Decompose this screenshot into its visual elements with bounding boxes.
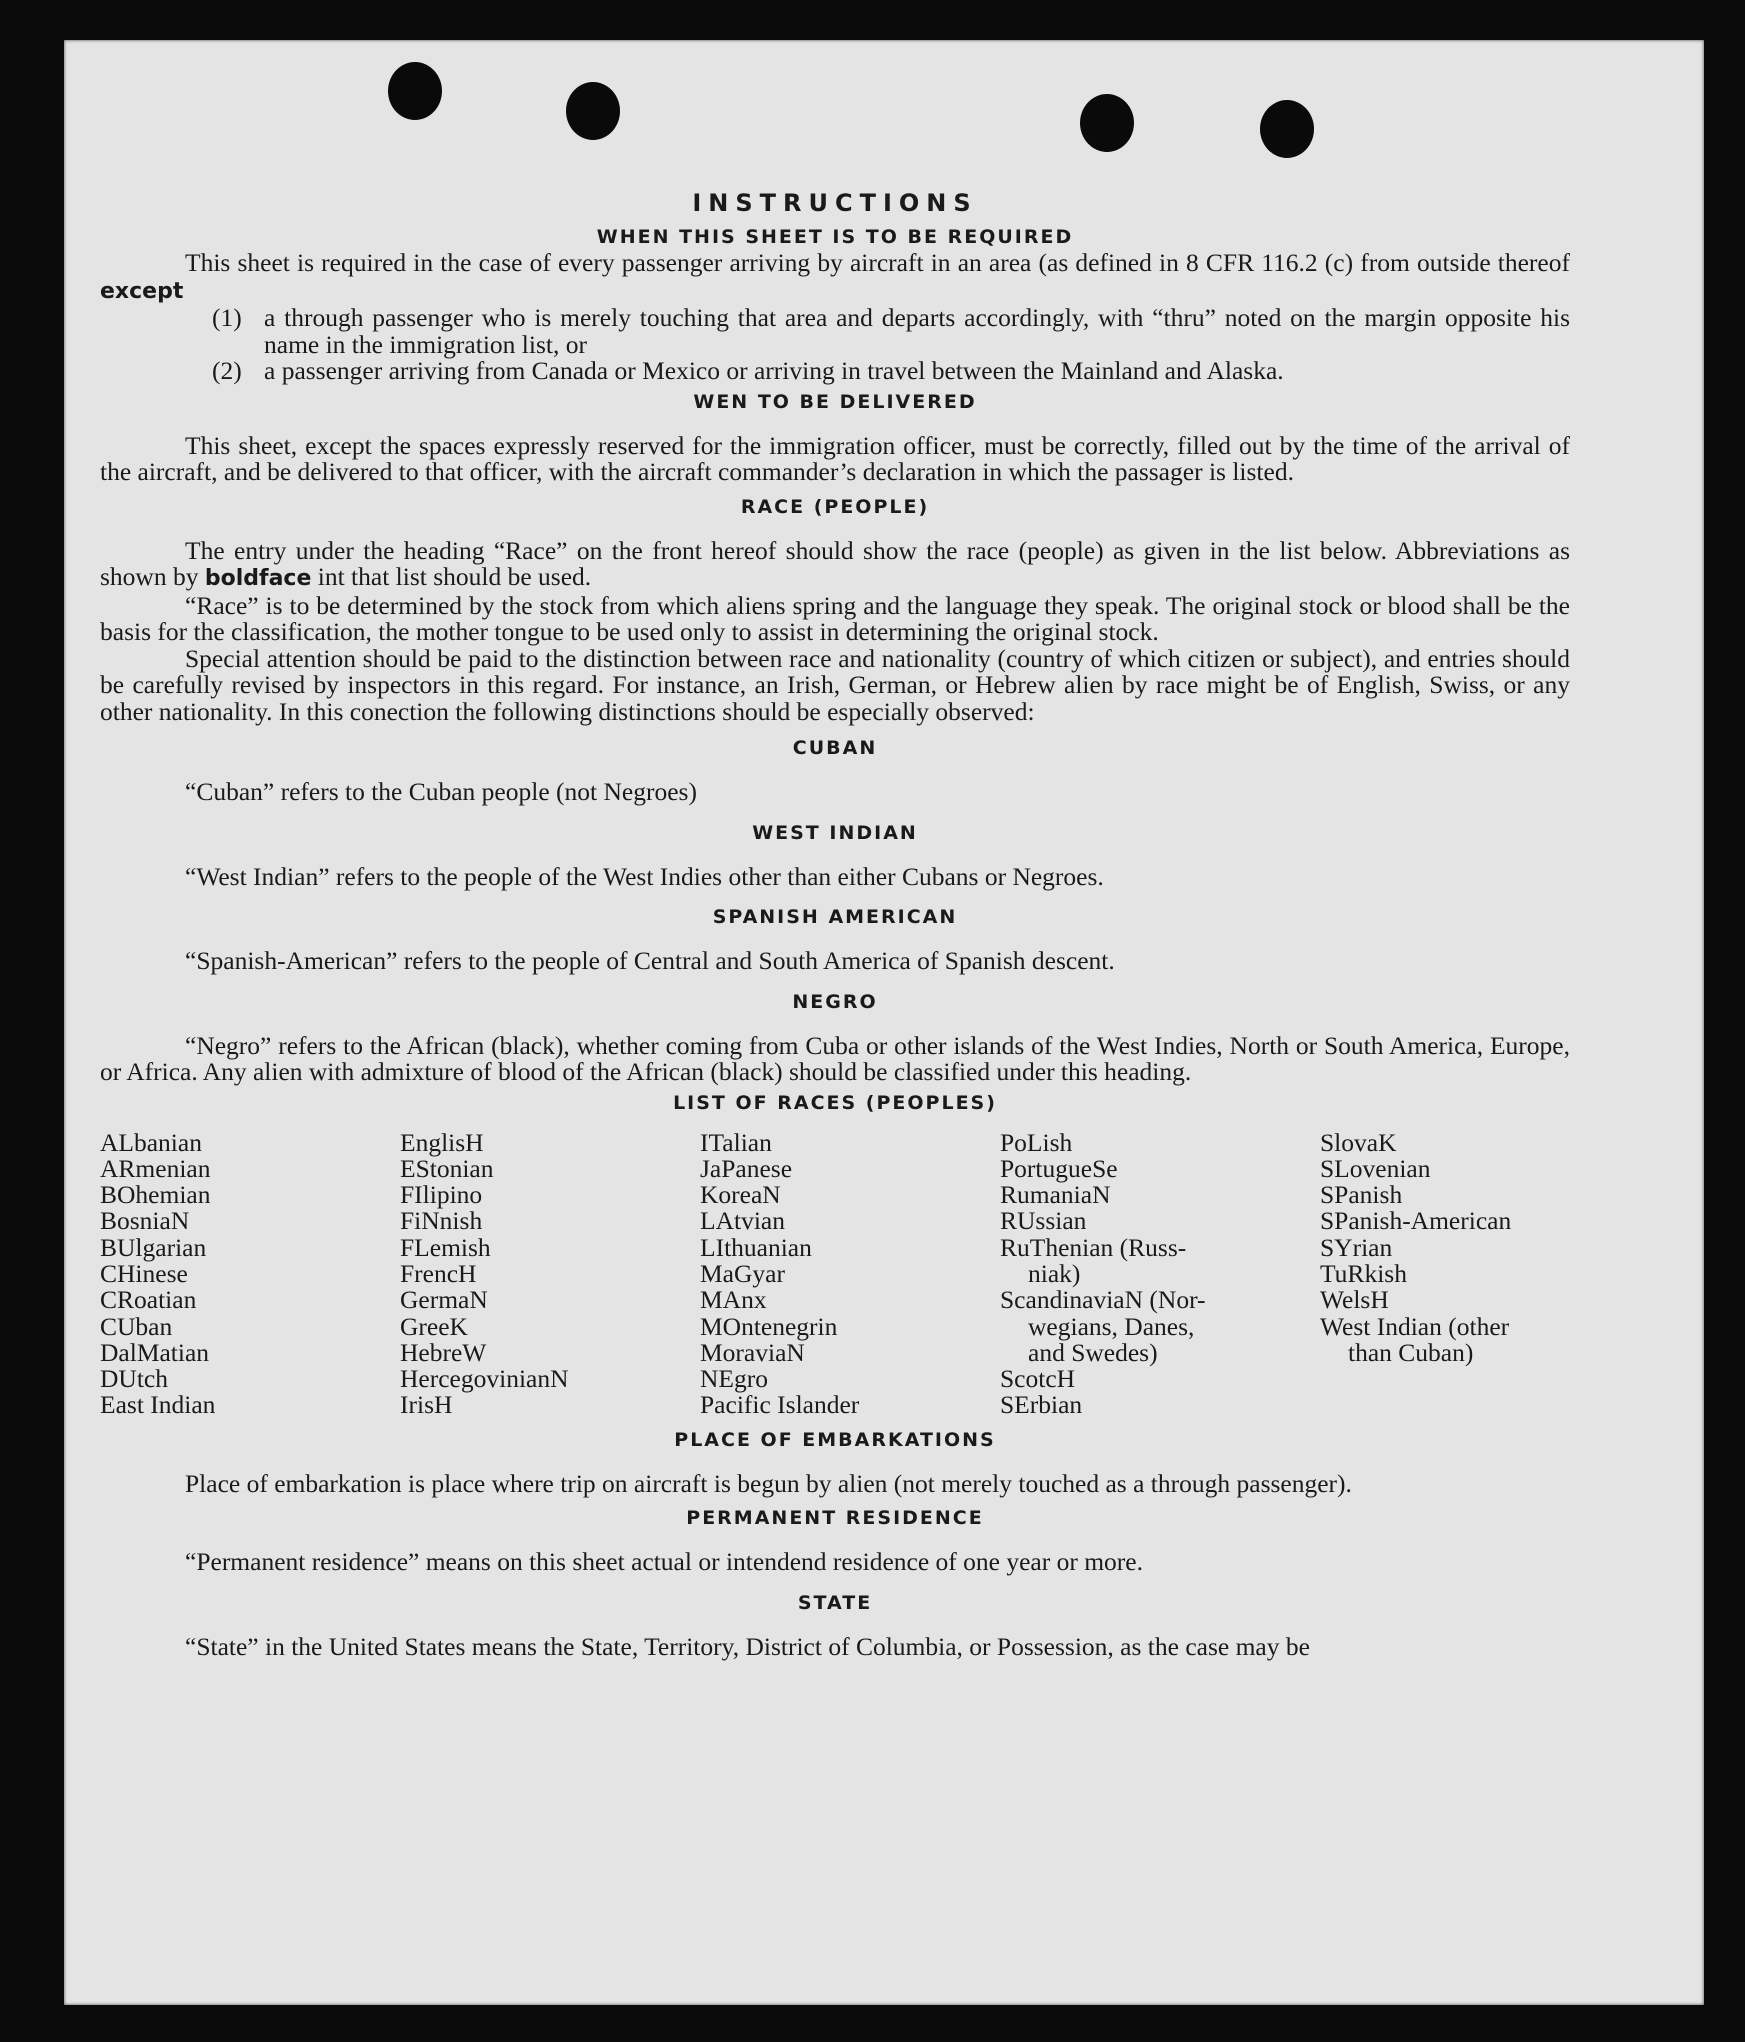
race-text: The entry under the heading “Race” on the front hereof should show the race (people) as given in the list below. Abbreviations as shown by — [100, 535, 1570, 591]
instructions-document — [100, 186, 1570, 1660]
race-entry: ARmenian — [100, 1153, 211, 1183]
race-entry: HebreW — [400, 1337, 487, 1367]
race-entry: ScotcH — [1000, 1364, 1076, 1394]
paragraph-when-required — [100, 250, 1570, 305]
punch-hole — [566, 82, 620, 140]
race-entry: EnglisH — [400, 1127, 484, 1157]
race-entry: GermaN — [400, 1285, 488, 1315]
punch-hole — [388, 62, 442, 120]
race-entry: LAtvian — [700, 1206, 785, 1236]
race-entry: SPanish — [1320, 1180, 1403, 1210]
race-entry: CUban — [100, 1311, 173, 1341]
race-entry: Pacific Islander — [700, 1390, 860, 1420]
paragraph-embarkation: Place of embarkation is place where trip on aircraft is begun by alien (not merely touched as a through passenger). — [185, 1468, 1352, 1498]
race-entry: wegians, Danes, — [1028, 1311, 1195, 1341]
item-text: a passenger arriving from Canada or Mexico or arriving in travel between the Mainland and Alaska. — [264, 356, 1284, 385]
race-entry: DUtch — [100, 1364, 168, 1394]
race-entry: IrisH — [400, 1390, 453, 1420]
race-entry: West Indian (other — [1320, 1311, 1510, 1341]
race-entry: DalMatian — [100, 1337, 210, 1367]
paragraph-race-2: “Race” is to be determined by the stock from which aliens spring and the language they speak. The original stock or blood shall be the basis for the classification, the mother tongue to be used only to assist in determining the original stock. — [100, 590, 1570, 646]
race-entry: FiNnish — [400, 1206, 483, 1236]
race-entry: ScandinaviaN (Nor- — [1000, 1285, 1206, 1315]
race-entry: NEgro — [700, 1364, 768, 1394]
race-entry: GreeK — [400, 1311, 468, 1341]
race-entry: RUssian — [1000, 1206, 1087, 1236]
race-entry: TuRkish — [1320, 1258, 1407, 1288]
heading-embarkation: PLACE OF EMBARKATIONS — [674, 1428, 996, 1451]
race-entry: FLemish — [400, 1232, 491, 1262]
race-entry: LIthuanian — [700, 1232, 812, 1262]
races-column — [1320, 1127, 1600, 1419]
races-list — [100, 1127, 1570, 1420]
race-text: int that list should be used. — [317, 562, 592, 591]
race-entry: ALbanian — [100, 1127, 202, 1157]
race-entry: BosniaN — [100, 1206, 190, 1236]
race-entry: JaPanese — [700, 1153, 793, 1183]
item-number: (2) — [212, 356, 242, 385]
race-entry: SLovenian — [1320, 1153, 1431, 1183]
race-entry: SPanish-American — [1320, 1206, 1512, 1236]
punch-hole — [1080, 94, 1134, 152]
race-entry: niak) — [1028, 1258, 1081, 1288]
race-entry: BUlgarian — [100, 1232, 207, 1262]
race-entry: PoLish — [1000, 1127, 1073, 1157]
races-column — [400, 1127, 700, 1420]
race-entry: RumaniaN — [1000, 1180, 1111, 1210]
race-entry: SErbian — [1000, 1390, 1083, 1420]
race-entry: CHinese — [100, 1258, 188, 1288]
list-item — [100, 305, 1570, 358]
punch-hole — [1260, 100, 1314, 158]
page-title: INSTRUCTIONS — [692, 189, 978, 217]
intro-text: This sheet is required in the case of every passenger arriving by aircraft in an area (as defined in 8 CFR 116.2 (c) from outside thereof — [185, 248, 1570, 277]
race-entry: HercegovinianN — [400, 1364, 569, 1394]
paragraph-race-1 — [100, 535, 1570, 593]
heading-negro: NEGRO — [792, 990, 878, 1013]
list-item — [100, 358, 1570, 385]
race-entry: MAnx — [700, 1285, 767, 1315]
race-entry: BOhemian — [100, 1180, 211, 1210]
race-entry: PortugueSe — [1000, 1153, 1118, 1183]
heading-permanent-residence: PERMANENT RESIDENCE — [686, 1507, 984, 1530]
paragraph-race-3: Special attention should be paid to the distinction between race and nationality (country of which citizen or subject), and entries should be carefully revised by inspectors in this regard. For instance, an Irish, German, or Hebrew alien by race might be of English, Swiss, or any other nationality. In this conection the following distinctions should be especially observed: — [100, 643, 1570, 726]
paragraph-west-indian: “West Indian” refers to the people of the West Indies other than either Cubans or Negroes. — [185, 861, 1104, 891]
paragraph-state: “State” in the United States means the State, Territory, District of Columbia, or Possession, as the case may be — [185, 1631, 1310, 1661]
item-text: a through passenger who is merely touching that area and departs accordingly, with “thru” noted on the margin opposite his name in the immigration list, or — [264, 303, 1570, 359]
race-entry: and Swedes) — [1028, 1337, 1158, 1367]
race-entry: RuThenian (Russ- — [1000, 1232, 1187, 1262]
race-entry: KoreaN — [700, 1180, 781, 1210]
race-entry: than Cuban) — [1348, 1337, 1474, 1367]
heading-west-indian: WEST INDIAN — [752, 821, 918, 844]
race-entry: MaGyar — [700, 1258, 785, 1288]
race-entry: CRoatian — [100, 1285, 197, 1315]
heading-race: RACE (PEOPLE) — [740, 495, 930, 518]
paragraph-permanent-residence: “Permanent residence” means on this sheet actual or intendend residence of one year or more. — [185, 1547, 1143, 1577]
heading-when-delivered: WEN TO BE DELIVERED — [693, 390, 977, 413]
race-entry: FrencH — [400, 1258, 477, 1288]
race-entry: EStonian — [400, 1153, 494, 1183]
paragraph-when-delivered: This sheet, except the spaces expressly reserved for the immigration officer, must be correctly, filled out by the time of the arrival of the aircraft, and be delivered to that officer, with the aircraft commander’s declaration in which the passager is listed. — [100, 430, 1570, 486]
race-entry: MoraviaN — [700, 1337, 805, 1367]
heading-list-of-races: LIST OF RACES (PEOPLES) — [673, 1091, 997, 1114]
race-entry: SlovaK — [1320, 1127, 1397, 1157]
race-entry: East Indian — [100, 1390, 216, 1420]
races-column — [100, 1127, 400, 1420]
paragraph-cuban: “Cuban” refers to the Cuban people (not Negroes) — [185, 777, 697, 806]
race-entry: WelsH — [1320, 1285, 1389, 1315]
races-column — [700, 1127, 1000, 1420]
heading-state: STATE — [797, 1591, 873, 1614]
paragraph-spanish-american: “Spanish-American” refers to the people of Central and South America of Spanish descent. — [185, 946, 1115, 975]
item-number: (1) — [212, 303, 242, 332]
race-entry: SYrian — [1320, 1232, 1393, 1262]
race-entry: MOntenegrin — [700, 1311, 838, 1341]
races-column — [1000, 1127, 1320, 1420]
paragraph-negro: “Negro” refers to the African (black), whether coming from Cuba or other islands of the West Indies, North or South America, Europe, or Africa. Any alien with admixture of blood of the African (black) should be classified under this heading. — [100, 1030, 1570, 1086]
race-entry: ITalian — [700, 1127, 772, 1157]
race-entry: FIlipino — [400, 1180, 483, 1210]
boldface-keyword: boldface — [204, 566, 312, 591]
heading-when-required: WHEN THIS SHEET IS TO BE REQUIRED — [596, 226, 1074, 248]
except-keyword: except — [100, 278, 184, 304]
heading-spanish-american: SPANISH AMERICAN — [712, 906, 958, 928]
heading-cuban: CUBAN — [792, 737, 878, 759]
